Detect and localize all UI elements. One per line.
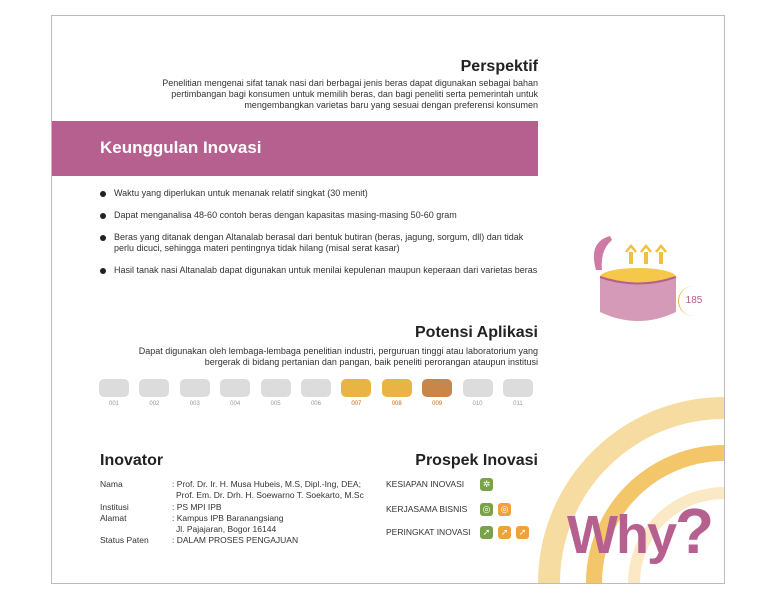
keunggulan-title: Keunggulan Inovasi bbox=[100, 138, 262, 157]
alamat-value: : Kampus IPB Baranangsiang bbox=[172, 513, 284, 523]
fishery-icon: 003 bbox=[177, 379, 213, 413]
perspektif-title: Perspektif bbox=[460, 58, 538, 75]
gear-icon: ✲ bbox=[480, 478, 493, 491]
nama-value: : Prof. Dr. Ir. H. Musa Hubeis, M.S, Dipl.-Ing, DEA; bbox=[172, 479, 361, 489]
plantation-icon: 004 bbox=[217, 379, 253, 413]
kerjasama-label: KERJASAMA BISNIS bbox=[386, 504, 468, 514]
page-number: 185 bbox=[678, 286, 709, 316]
food-crop-icon: 007 bbox=[338, 379, 374, 413]
list-item: Dapat menganalisa 48-60 contoh beras dengan kapasitas masing-masing 50-60 gram bbox=[100, 210, 540, 221]
nama-label: Nama bbox=[100, 479, 123, 489]
keunggulan-banner bbox=[52, 121, 538, 176]
ship-icon: 005 bbox=[258, 379, 294, 413]
handshake-icon: ◎ bbox=[480, 503, 493, 516]
peringkat-label: PERINGKAT INOVASI bbox=[386, 527, 471, 537]
grain-icon: 008 bbox=[379, 379, 415, 413]
paten-value: : DALAM PROSES PENGAJUAN bbox=[172, 535, 299, 545]
keunggulan-list bbox=[100, 188, 540, 287]
nama-value-2: Prof. Em. Dr. Drh. H. Soewarno T. Soekarto, M.Sc bbox=[176, 490, 364, 500]
handshake-icon: ◎ bbox=[498, 503, 511, 516]
list-item: Waktu yang diperlukan untuk menanak relatif singkat (30 menit) bbox=[100, 188, 540, 199]
rocket-icon: ➚ bbox=[498, 526, 511, 539]
list-item: Beras yang ditanak dengan Altanalab berasal dari bentuk butiran (beras, jagung, sorgum, dll) dan tidak perlu dicuci, sehingga materi pentingnya tidak hilang (misal serat kasar) bbox=[100, 232, 540, 254]
magnifier-icon: 006 bbox=[298, 379, 334, 413]
institusi-value: : PS MPI IPB bbox=[172, 502, 222, 512]
alamat-label: Alamat bbox=[100, 513, 127, 523]
perspektif-text: Penelitian mengenai sifat tanak nasi dari berbagai jenis beras dapat digunakan sebagai bahan pertimbangan bagi konsumen untuk memilih beras, dan bagi peneliti serta pemerintah untuk mengembangkan varietas baru yang sesuai dengan preferensi konsumen bbox=[162, 78, 538, 110]
lab-icon: 011 bbox=[500, 379, 536, 413]
kesiapan-badges bbox=[480, 476, 498, 494]
document-page bbox=[51, 15, 725, 584]
rocket-icon: ➚ bbox=[516, 526, 529, 539]
potensi-title: Potensi Aplikasi bbox=[415, 324, 538, 341]
peringkat-badges bbox=[480, 524, 534, 542]
institusi-label: Institusi bbox=[100, 502, 129, 512]
alamat-value-2: Jl. Pajajaran, Bogor 16144 bbox=[176, 524, 277, 534]
potensi-text: Dapat digunakan oleh lembaga-lembaga penelitian industri, perguruan tinggi atau laboratorium yang bergerak di bidang pertanian dan pangan, baik peneliti perorangan ataupun institusi bbox=[138, 346, 538, 367]
livestock-icon: 002 bbox=[136, 379, 172, 413]
kesiapan-label: KESIAPAN INOVASI bbox=[386, 479, 465, 489]
industry-icon: 001 bbox=[96, 379, 132, 413]
food-processing-icon: 009 bbox=[419, 379, 455, 413]
chicken-icon: 010 bbox=[460, 379, 496, 413]
kerjasama-badges bbox=[480, 501, 516, 519]
paten-label: Status Paten bbox=[100, 535, 149, 545]
list-item: Hasil tanak nasi Altanalab dapat digunakan untuk menilai kepulenan maupun keperaan dari varietas beras bbox=[100, 265, 540, 276]
rice-cooker-icon bbox=[586, 232, 686, 332]
application-icon-row bbox=[96, 379, 536, 413]
why-logo: Why? bbox=[567, 495, 713, 567]
rocket-icon: ➚ bbox=[480, 526, 493, 539]
prospek-title: Prospek Inovasi bbox=[415, 452, 538, 469]
inovator-title: Inovator bbox=[100, 452, 164, 469]
